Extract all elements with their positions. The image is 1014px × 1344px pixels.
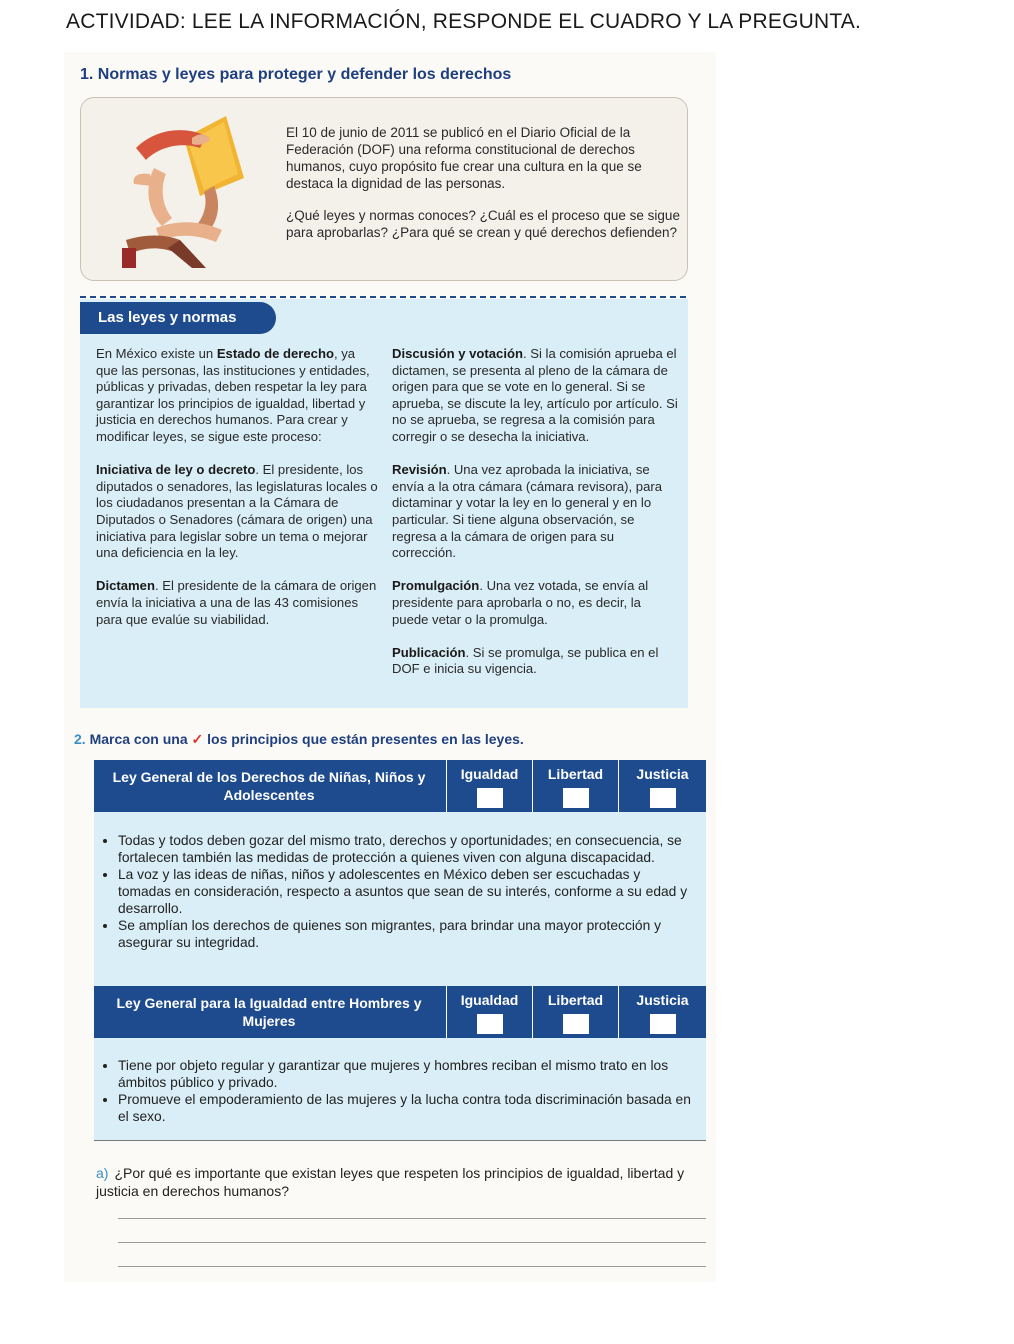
column-label: Justicia bbox=[636, 766, 689, 782]
answer-line[interactable] bbox=[118, 1218, 706, 1219]
text-span: En México existe un bbox=[96, 346, 217, 361]
table1-law-name: Ley General de los Derechos de Niñas, Niños y Adolescentes bbox=[112, 769, 426, 803]
term-discusion: Discusión y votación bbox=[392, 346, 523, 361]
checkbox-justicia-2[interactable] bbox=[650, 1014, 676, 1034]
checkbox-libertad-1[interactable] bbox=[563, 788, 589, 808]
activity-title: ACTIVIDAD: LEE LA INFORMACIÓN, RESPONDE EL CUADRO Y LA PREGUNTA. bbox=[66, 10, 862, 33]
table1-col-justicia bbox=[618, 760, 706, 812]
question-text: ¿Por qué es importante que existan leyes que respeten los principios de igualdad, libertad y justicia en derechos humanos? bbox=[96, 1165, 685, 1199]
text-span: . El presidente de la cámara de origen envía la iniciativa a una de las 43 comisiones para que evalúe su viabilidad. bbox=[96, 578, 377, 627]
text-span: . Si la comisión aprueba el dictamen, se presenta al pleno de la cámara de origen para que se vote en lo general. Si se aprueba, se discute la ley, artículo por artículo. Si no se aprueba, se regresa a la comisión para corregir o se desecha la iniciativa. bbox=[392, 346, 678, 444]
table2-bullets bbox=[96, 1057, 696, 1125]
table1-bullets bbox=[96, 832, 696, 951]
text-span: Marca con una bbox=[89, 731, 192, 747]
list-item: • Se amplían los derechos de quienes son migrantes, para brindar una mayor protección y asegurar su integridad. bbox=[118, 917, 696, 951]
term-dictamen: Dictamen bbox=[96, 578, 155, 594]
laws-section-label: Las leyes y normas bbox=[80, 302, 276, 334]
laws-right-column bbox=[392, 346, 678, 694]
intro-paragraph: El 10 de junio de 2011 se publicó en el Diario Oficial de la Federación (DOF) una reforma constitucional de derechos humanos, cuyo propósito fue crear una cultura en la que se destaca la dignidad de las personas. bbox=[286, 125, 642, 191]
answer-line[interactable] bbox=[118, 1266, 706, 1267]
checkbox-igualdad-1[interactable] bbox=[477, 788, 503, 808]
term-publicacion: Publicación bbox=[392, 644, 466, 660]
column-label: Igualdad bbox=[460, 992, 519, 1008]
answer-line[interactable] bbox=[118, 1242, 706, 1243]
question-a bbox=[96, 1164, 706, 1200]
list-item: • La voz y las ideas de niñas, niños y adolescentes en México deben ser escuchadas y tomadas en consideración, respecto a asuntos que sean de su interés, conforme a su edad y desarrollo. bbox=[118, 866, 696, 917]
list-item: • Tiene por objeto regular y garantizar que mujeres y hombres reciban el mismo trato en los ámbitos público y privado. bbox=[118, 1057, 696, 1091]
list-item: • Todas y todos deben gozar del mismo trato, derechos y oportunidades; en consecuencia, se fortalecen también las medidas de protección a quienes viven con alguna discapacidad. bbox=[118, 832, 696, 866]
table1-col-igualdad bbox=[446, 760, 532, 812]
dashed-divider bbox=[80, 296, 686, 298]
term-promulgacion: Promulgación bbox=[392, 578, 480, 594]
checkbox-igualdad-2[interactable] bbox=[477, 1014, 503, 1034]
term-estado-derecho: Estado de derecho bbox=[216, 346, 334, 361]
checkbox-libertad-2[interactable] bbox=[563, 1014, 589, 1034]
column-label: Libertad bbox=[547, 992, 604, 1008]
column-label: Justicia bbox=[636, 992, 689, 1008]
hands-holding-document-icon bbox=[96, 108, 276, 268]
table2-col-libertad bbox=[532, 986, 618, 1038]
question-label: a) bbox=[96, 1165, 109, 1181]
text-span: . Una vez votada, se envía al presidente para aprobarla o no, es decir, la puede vetar o la promulga. bbox=[392, 578, 649, 627]
text-span: . Si se promulga, se publica en el DOF e inicia su vigencia. bbox=[392, 644, 659, 677]
column-label: Libertad bbox=[547, 766, 604, 782]
section2-instruction bbox=[74, 731, 524, 748]
divider bbox=[94, 1140, 706, 1141]
intro-questions: ¿Qué leyes y normas conoces? ¿Cuál es el proceso que se sigue para aprobarlas? ¿Para qué se crean y qué derechos defienden? bbox=[286, 208, 680, 240]
table1-col-libertad bbox=[532, 760, 618, 812]
column-label: Igualdad bbox=[460, 766, 519, 782]
table2-law-name: Ley General para la Igualdad entre Hombres y Mujeres bbox=[116, 995, 422, 1029]
laws-left-column bbox=[96, 346, 378, 645]
text-span: . Una vez aprobada la iniciativa, se envía a la otra cámara (cámara revisora), para dictaminar y votar la ley en lo general y en lo particular. Si tiene alguna observación, se regresa a la cámara de origen para su corrección. bbox=[392, 462, 662, 561]
text-span: los principios que están presentes en las leyes. bbox=[203, 731, 524, 747]
section1-heading: 1. Normas y leyes para proteger y defender los derechos bbox=[80, 66, 512, 83]
checkmark-icon: ✓ bbox=[191, 731, 204, 747]
term-revision: Revisión bbox=[392, 462, 447, 478]
list-item: • Promueve el empoderamiento de las mujeres y la lucha contra toda discriminación basada en el sexo. bbox=[118, 1091, 696, 1125]
text-span: , ya que las personas, las instituciones y entidades, públicas y privadas, deben respetar la ley para garantizar los principios de igualdad, libertad y justicia en derechos humanos. Para crear y modificar leyes, se sigue este proceso: bbox=[96, 346, 370, 444]
table2-col-igualdad bbox=[446, 986, 532, 1038]
text-span: . El presidente, los diputados o senadores, las legislaturas locales o los ciudadanos presentan a la Cámara de Diputados o Senadores (cámara de origen) una iniciativa para legislar sobre un tema o mejorar una deficiencia en la ley. bbox=[96, 462, 378, 561]
table2-col-justicia bbox=[618, 986, 706, 1038]
term-iniciativa: Iniciativa de ley o decreto bbox=[96, 462, 256, 478]
section2-number: 2. bbox=[74, 731, 86, 747]
checkbox-justicia-1[interactable] bbox=[650, 788, 676, 808]
